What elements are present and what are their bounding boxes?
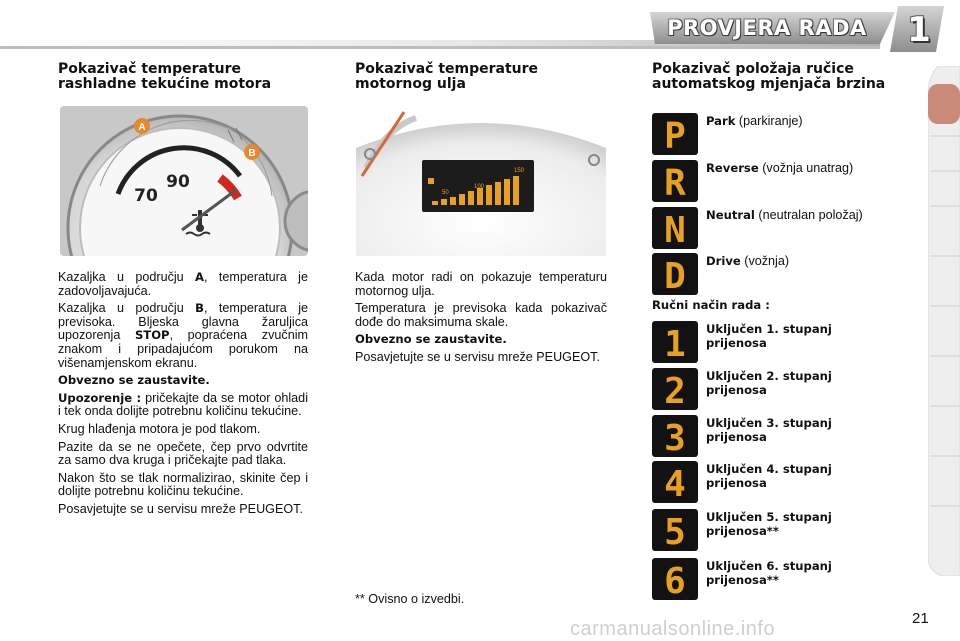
footnote: ** Ovisno o izvedbi.	[355, 592, 465, 606]
coolant-p8: Posavjetujte se u servisu mreže PEUGEOT.	[58, 501, 303, 516]
oil-scale-150: 150	[514, 168, 525, 174]
gear-5-label: Uključen 5. stupanj prijenosa**	[706, 510, 832, 538]
gearbox-section-heading	[652, 62, 912, 92]
svg-text:4: 4	[664, 464, 686, 500]
chapter-side-tabs	[928, 66, 960, 576]
gear-2-indicator	[652, 368, 698, 410]
active-chapter-tab	[928, 84, 960, 124]
gearbox-title: Pokazivač položaja ručice automatskog mjenjača brzina	[652, 61, 886, 92]
page-title: PROVJERA RADA	[667, 16, 867, 40]
oil-section-heading	[355, 62, 607, 92]
digit-5-segment-icon	[658, 512, 692, 548]
gear-n-indicator	[652, 207, 698, 249]
gear-n-label: Neutral (neutralan položaj)	[706, 208, 863, 222]
svg-text:N: N	[664, 210, 686, 246]
chapter-number: 1	[907, 10, 931, 50]
coolant-p4: Upozorenje : pričekajte da se motor ohladi i tek onda dolijte potrebnu količinu tekućine.	[58, 390, 308, 419]
page-number: 21	[912, 610, 929, 627]
svg-text:R: R	[664, 163, 686, 199]
svg-text:P: P	[664, 116, 686, 152]
coolant-p3: Obvezno se zaustavite.	[58, 373, 210, 388]
gear-6-indicator	[652, 558, 698, 600]
digit-2-segment-icon	[658, 371, 692, 407]
oil-p4: Posavjetujte se u servisu mreže PEUGEOT.	[355, 349, 600, 364]
gear-p-label: Park (parkiranje)	[706, 114, 803, 128]
coolant-p6: Pazite da se ne opečete, čep prvo odvrtite za samo dva kruga i pričekajte pad tlaka.	[58, 439, 308, 468]
svg-text:2: 2	[664, 371, 686, 407]
gear-3-label: Uključen 3. stupanj prijenosa	[706, 416, 832, 444]
svg-text:1: 1	[664, 324, 686, 360]
zone-b-label: B	[248, 148, 256, 159]
coolant-p2: Kazaljka u području B, temperatura je previsoka. Bljeska glavna žaruljica upozorenja STOP, popraćena zvučnim znakom i pripadajućom porukom na višenamjenskom ekranu.	[58, 301, 308, 370]
oil-scale-100: 100	[474, 184, 485, 190]
oil-can-icon	[428, 178, 434, 184]
gear-r-label: Reverse (vožnja unatrag)	[706, 161, 854, 175]
gear-2-label: Uključen 2. stupanj prijenosa	[706, 369, 832, 397]
gear-6-label: Uključen 6. stupanj prijenosa**	[706, 559, 832, 587]
oil-p3: Obvezno se zaustavite.	[355, 332, 507, 347]
coolant-title: Pokazivač temperature rashladne tekućine motora	[58, 61, 272, 92]
gear-4-label: Uključen 4. stupanj prijenosa	[706, 462, 832, 490]
gear-d-indicator	[652, 253, 698, 295]
gauge-tick-90: 90	[166, 172, 190, 192]
coolant-gauge-image	[60, 106, 308, 256]
gear-p-indicator	[652, 113, 698, 155]
coolant-section-heading	[58, 62, 308, 92]
header-banner	[0, 0, 960, 58]
letter-n-segment-icon	[658, 210, 692, 246]
manual-mode-title: Ručni način rada :	[652, 298, 770, 312]
oil-title: Pokazivač temperature motornog ulja	[355, 61, 539, 92]
oil-temperature-display-image	[356, 108, 606, 256]
gear-4-indicator	[652, 461, 698, 503]
letter-d-segment-icon	[658, 256, 692, 292]
zone-a-label: A	[138, 122, 146, 133]
letter-r-segment-icon	[658, 163, 692, 199]
gear-1-indicator	[652, 321, 698, 363]
coolant-p7: Nakon što se tlak normalizirao, skinite čep i dolijte potrebnu količinu tekućine.	[58, 470, 308, 499]
gear-r-indicator	[652, 160, 698, 202]
digit-4-segment-icon	[658, 464, 692, 500]
gear-1-label: Uključen 1. stupanj prijenosa	[706, 322, 832, 350]
digit-1-segment-icon	[658, 324, 692, 360]
svg-text:5: 5	[664, 512, 686, 548]
gear-d-label: Drive (vožnja)	[706, 254, 790, 268]
svg-text:D: D	[664, 256, 686, 292]
svg-text:6: 6	[664, 561, 686, 597]
oil-scale-50: 50	[442, 190, 449, 196]
digit-6-segment-icon	[658, 561, 692, 597]
oil-p1: Kada motor radi on pokazuje temperaturu motornog ulja.	[355, 270, 607, 298]
oil-description	[355, 271, 607, 369]
svg-text:3: 3	[664, 418, 686, 454]
oil-p2: Temperatura je previsoka kada pokazivač dođe do maksimuma skale.	[355, 301, 607, 329]
coolant-description	[58, 271, 308, 521]
coolant-p5: Krug hlađenja motora je pod tlakom.	[58, 421, 261, 436]
watermark: carmanualsonline.info	[570, 618, 776, 640]
letter-p-segment-icon	[658, 116, 692, 152]
gauge-tick-70: 70	[134, 186, 158, 206]
gear-5-indicator	[652, 509, 698, 551]
coolant-p1: Kazaljka u području A, temperatura je zadovoljavajuća.	[58, 270, 308, 298]
gear-3-indicator	[652, 415, 698, 457]
digit-3-segment-icon	[658, 418, 692, 454]
